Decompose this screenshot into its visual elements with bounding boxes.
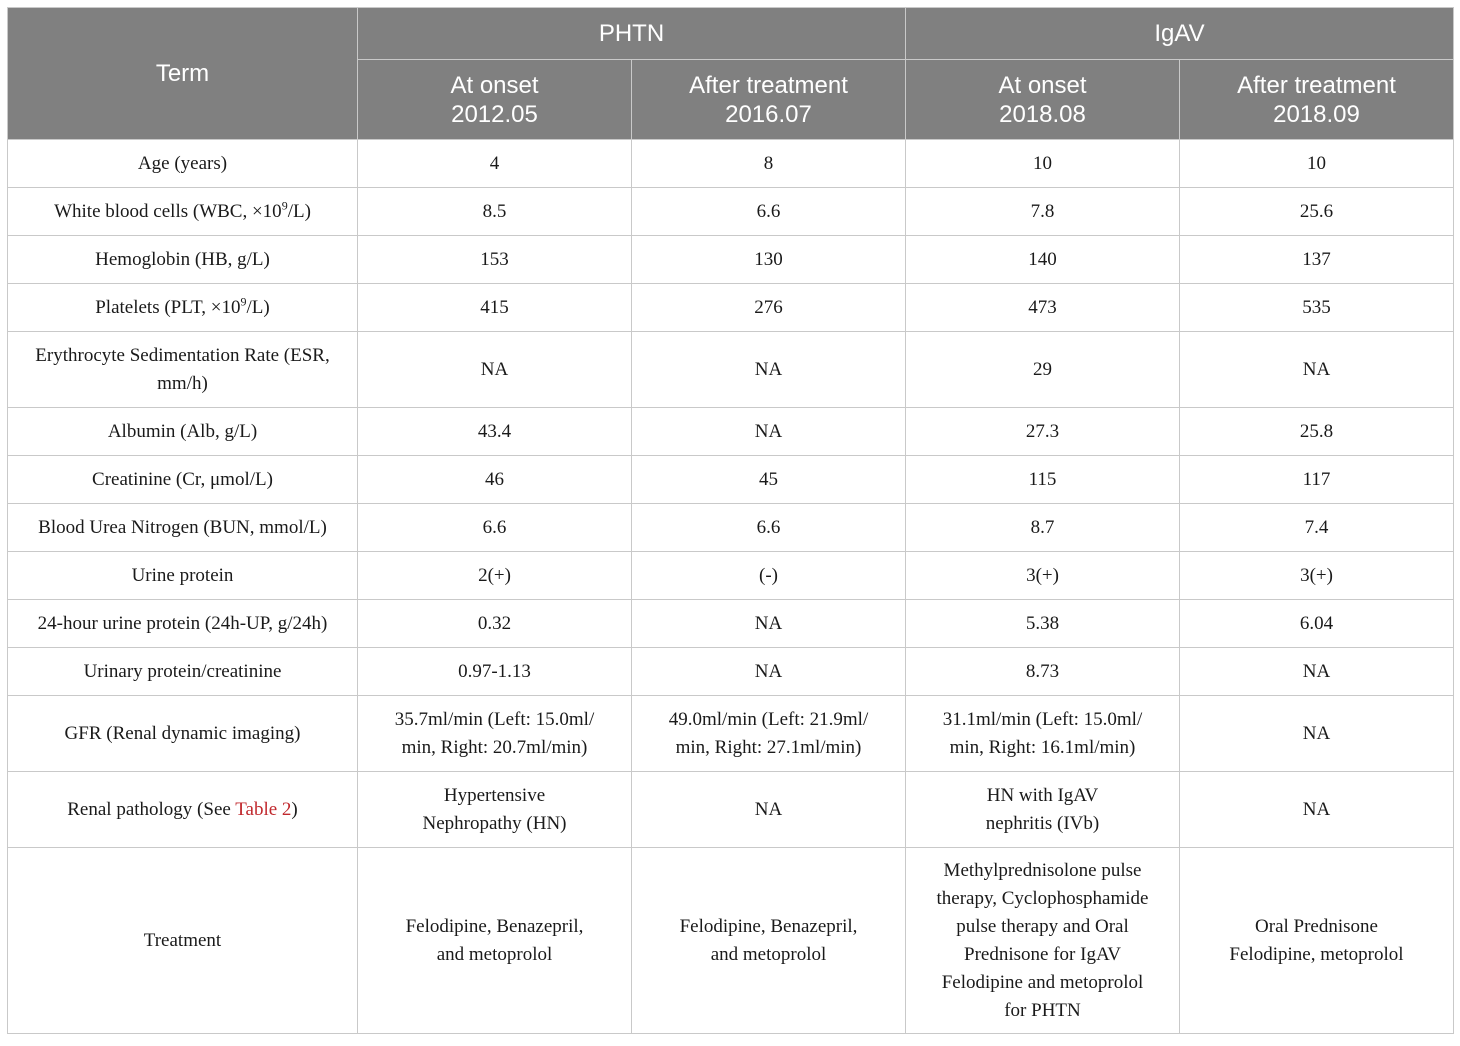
table-row — [8, 236, 1454, 284]
cell-igav-after: 10 — [1180, 140, 1454, 188]
header-row-groups — [8, 8, 1454, 60]
table-2-link[interactable]: Table 2 — [235, 798, 292, 820]
cell-igav-after: Oral Prednisone Felodipine, metoprolol — [1180, 848, 1454, 1034]
cell-phtn-onset: 46 — [358, 456, 632, 504]
cell-phtn-after: NA — [632, 600, 906, 648]
cell-igav-onset: 5.38 — [906, 600, 1180, 648]
term-text: /L) — [287, 200, 311, 222]
row-term — [8, 188, 358, 236]
cell-phtn-onset: 415 — [358, 284, 632, 332]
cell-igav-onset: 31.1ml/min (Left: 15.0ml/ min, Right: 16.1ml/min) — [906, 696, 1180, 772]
row-term: Hemoglobin (HB, g/L) — [8, 236, 358, 284]
table-row — [8, 140, 1454, 188]
cell-phtn-after: NA — [632, 648, 906, 696]
cell-igav-onset: 8.73 — [906, 648, 1180, 696]
row-term — [8, 772, 358, 848]
cell-phtn-after: NA — [632, 332, 906, 408]
cell-phtn-after: NA — [632, 408, 906, 456]
table-row — [8, 504, 1454, 552]
row-term: Erythrocyte Sedimentation Rate (ESR, mm/h) — [8, 332, 358, 408]
cell-igav-after: 3(+) — [1180, 552, 1454, 600]
row-term: Urine protein — [8, 552, 358, 600]
row-term: Blood Urea Nitrogen (BUN, mmol/L) — [8, 504, 358, 552]
row-term: Urinary protein/creatinine — [8, 648, 358, 696]
cell-phtn-after: NA — [632, 772, 906, 848]
cell-phtn-after: 6.6 — [632, 504, 906, 552]
row-term — [8, 284, 358, 332]
cell-phtn-onset: 0.97-1.13 — [358, 648, 632, 696]
cell-phtn-onset: 8.5 — [358, 188, 632, 236]
cell-igav-after: 25.6 — [1180, 188, 1454, 236]
cell-igav-onset: 10 — [906, 140, 1180, 188]
table-row — [8, 408, 1454, 456]
cell-igav-after: 7.4 — [1180, 504, 1454, 552]
lab-results-table — [7, 7, 1454, 1034]
term-text: Renal pathology (See — [67, 798, 236, 820]
row-term: Creatinine (Cr, μmol/L) — [8, 456, 358, 504]
table-row — [8, 456, 1454, 504]
table-row — [8, 188, 1454, 236]
cell-phtn-after: Felodipine, Benazepril, and metoprolol — [632, 848, 906, 1034]
cell-igav-onset: Methylprednisolone pulse therapy, Cyclophosphamide pulse therapy and Oral Prednisone for IgAV Felodipine and metoprolol for PHTN — [906, 848, 1180, 1034]
cell-igav-after: 137 — [1180, 236, 1454, 284]
header-phtn-after-treatment: After treatment 2016.07 — [632, 60, 906, 140]
cell-igav-after: 25.8 — [1180, 408, 1454, 456]
cell-phtn-after: 8 — [632, 140, 906, 188]
table-row — [8, 696, 1454, 772]
cell-phtn-after: 45 — [632, 456, 906, 504]
cell-phtn-onset: 6.6 — [358, 504, 632, 552]
cell-igav-onset: 473 — [906, 284, 1180, 332]
cell-igav-after: 117 — [1180, 456, 1454, 504]
cell-igav-onset: 27.3 — [906, 408, 1180, 456]
row-term: Treatment — [8, 848, 358, 1034]
table-row — [8, 552, 1454, 600]
cell-phtn-onset: Felodipine, Benazepril, and metoprolol — [358, 848, 632, 1034]
row-term: 24-hour urine protein (24h-UP, g/24h) — [8, 600, 358, 648]
term-text: Platelets (PLT, ×10 — [95, 296, 241, 318]
header-igav-at-onset: At onset 2018.08 — [906, 60, 1180, 140]
cell-phtn-onset: 35.7ml/min (Left: 15.0ml/ min, Right: 20.7ml/min) — [358, 696, 632, 772]
cell-igav-onset: HN with IgAV nephritis (IVb) — [906, 772, 1180, 848]
cell-phtn-onset: NA — [358, 332, 632, 408]
cell-phtn-after: 49.0ml/min (Left: 21.9ml/ min, Right: 27.1ml/min) — [632, 696, 906, 772]
cell-phtn-onset: 43.4 — [358, 408, 632, 456]
row-term: Albumin (Alb, g/L) — [8, 408, 358, 456]
cell-phtn-onset: 153 — [358, 236, 632, 284]
cell-igav-after: NA — [1180, 648, 1454, 696]
cell-phtn-after: 130 — [632, 236, 906, 284]
cell-phtn-onset: 4 — [358, 140, 632, 188]
header-igav-after-treatment: After treatment 2018.09 — [1180, 60, 1454, 140]
cell-igav-after: NA — [1180, 332, 1454, 408]
term-superscript: 9 — [240, 294, 247, 309]
term-text: White blood cells (WBC, ×10 — [54, 200, 282, 222]
row-term: GFR (Renal dynamic imaging) — [8, 696, 358, 772]
cell-phtn-onset: 2(+) — [358, 552, 632, 600]
header-term: Term — [8, 8, 358, 140]
term-text: /L) — [246, 296, 270, 318]
table-row — [8, 772, 1454, 848]
cell-phtn-onset: Hypertensive Nephropathy (HN) — [358, 772, 632, 848]
term-superscript: 9 — [281, 198, 288, 213]
cell-igav-onset: 115 — [906, 456, 1180, 504]
cell-phtn-after: 6.6 — [632, 188, 906, 236]
cell-igav-after: 535 — [1180, 284, 1454, 332]
cell-igav-onset: 8.7 — [906, 504, 1180, 552]
header-phtn-at-onset: At onset 2012.05 — [358, 60, 632, 140]
header-group-phtn: PHTN — [358, 8, 906, 60]
cell-igav-after: 6.04 — [1180, 600, 1454, 648]
cell-igav-onset: 29 — [906, 332, 1180, 408]
cell-igav-onset: 7.8 — [906, 188, 1180, 236]
table-row — [8, 284, 1454, 332]
cell-phtn-after: (-) — [632, 552, 906, 600]
term-text: ) — [291, 798, 298, 820]
table-row — [8, 848, 1454, 1034]
table-row — [8, 600, 1454, 648]
row-term: Age (years) — [8, 140, 358, 188]
cell-igav-onset: 3(+) — [906, 552, 1180, 600]
cell-phtn-onset: 0.32 — [358, 600, 632, 648]
header-group-igav: IgAV — [906, 8, 1454, 60]
cell-phtn-after: 276 — [632, 284, 906, 332]
table-row — [8, 332, 1454, 408]
cell-igav-after: NA — [1180, 696, 1454, 772]
cell-igav-onset: 140 — [906, 236, 1180, 284]
cell-igav-after: NA — [1180, 772, 1454, 848]
table-row — [8, 648, 1454, 696]
